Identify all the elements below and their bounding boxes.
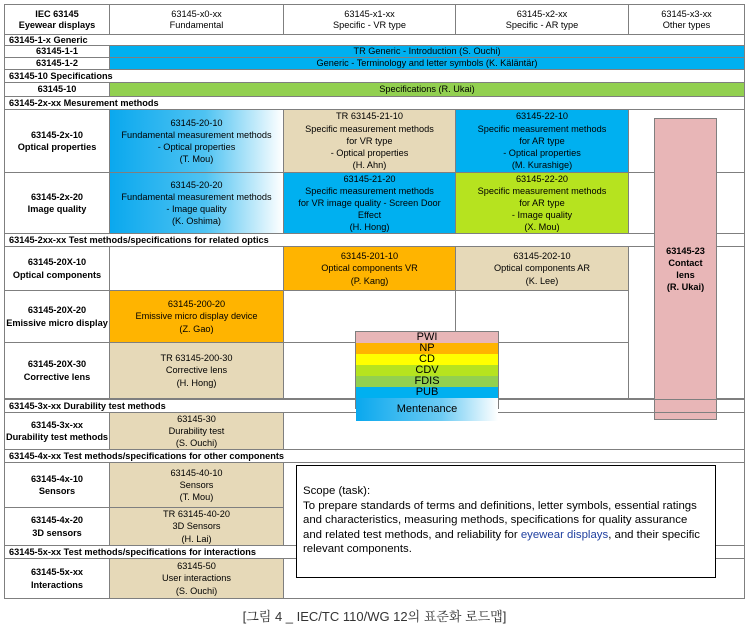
cell-line: Durability test [168, 425, 225, 436]
cell-line: for AR type [519, 197, 565, 208]
cell-63145-20-10 [109, 109, 284, 173]
cell-63145-201-10 [283, 246, 456, 291]
header-line: Specific - VR type [332, 19, 406, 30]
cell-line: 63145-202-10 [513, 251, 571, 262]
cell-line: 63145-22-10 [515, 111, 569, 122]
legend-cdv: CDV [356, 365, 498, 376]
scope-title: Scope (task): [303, 485, 371, 497]
cell-line: (S. Ouchi) [175, 585, 218, 596]
cell-line: (H. Lai) [181, 533, 212, 544]
section-other-components: 63145-4x-xx Test methods/specifications for other components [4, 449, 745, 463]
cell-line: Optical components AR [493, 263, 590, 274]
section-specifications: 63145-10 Specifications [4, 69, 745, 83]
cell-63145-23-contact-lens [654, 118, 717, 420]
cell-tr-63145-40-20 [109, 507, 284, 546]
legend-pub: PUB [356, 387, 498, 398]
cell-line: - Optical properties [330, 148, 409, 159]
cell-63145-40-10 [109, 462, 284, 508]
cell-line: User interactions [162, 573, 231, 584]
row-label-63145-10: 63145-10 [4, 82, 110, 97]
header-other-types [628, 4, 745, 35]
cell-line: lens [676, 270, 695, 280]
cell-line: (S. Ouchi) [175, 438, 218, 449]
label-line: Emissive micro display [6, 317, 108, 328]
header-line: Other types [662, 19, 711, 30]
cell-empty-fund-optical-components [109, 246, 284, 291]
cell-63145-202-10 [455, 246, 629, 291]
header-line: Fundamental [169, 19, 224, 30]
cell-line: (H. Ahn) [352, 160, 387, 171]
cell-line: for AR type [519, 135, 565, 146]
cell-63145-21-20 [283, 172, 456, 234]
cell-line: (T. Mou) [179, 154, 214, 165]
legend-fdis: FDIS [356, 376, 498, 387]
header-line: 63145-x1-xx [344, 8, 395, 19]
cell-line: (K. Oshima) [171, 216, 221, 227]
figure-caption: [그림 4 _ IEC/TC 110/WG 12의 표준화 로드맵] [242, 609, 507, 624]
cell-line: Effect [357, 210, 382, 221]
cell-line: (Z. Gao) [179, 323, 214, 334]
label-line: Image quality [27, 204, 87, 214]
cell-line: (X. Mou) [524, 222, 560, 233]
row-label-3d-sensors [4, 507, 110, 546]
scope-text [303, 499, 709, 557]
row-label-sensors [4, 462, 110, 508]
legend-maintenance: Mentenance [356, 398, 498, 421]
label-line: 63145-20X-30 [27, 359, 87, 370]
cell-line: TR 63145-40-20 [163, 509, 230, 520]
header-line: Eyewear displays [18, 19, 96, 30]
label-line: 63145-20X-20 [27, 305, 87, 316]
cell-tr-63145-200-30 [109, 342, 284, 399]
legend-cd: CD [356, 354, 498, 365]
cell-line: 63145-201-10 [340, 251, 399, 262]
header-line: 63145-x2-xx [516, 8, 568, 19]
cell-line: 63145-20-20 [170, 179, 223, 190]
label-line: Corrective lens [23, 371, 91, 382]
cell-63145-22-10 [455, 109, 629, 173]
label-line: 63145-4x-10 [30, 473, 84, 484]
cell-tr-generic-introduction: TR Generic - Introduction (S. Ouchi) [109, 45, 745, 58]
label-line: Interactions [30, 579, 84, 590]
cell-line: - Image quality [511, 210, 573, 221]
cell-line: (M. Kurashige) [511, 160, 573, 171]
cell-line: for VR image quality - Screen Door [298, 197, 441, 208]
cell-empty-durability [283, 412, 745, 450]
scope-text-before: To prepare standards of terms and definitions, letter symbols, essential ratings and characteristics, measuring methods, specifications for quality assurance and related test methods, and reliability for [303, 499, 697, 541]
row-label-optical-properties [4, 109, 110, 173]
header-line: IEC 63145 [35, 8, 79, 19]
cell-63145-20-20 [109, 172, 284, 234]
cell-63145-200-20 [109, 290, 284, 343]
scope-highlight: eyewear displays [520, 528, 609, 541]
label-line: 63145-5x-xx [30, 567, 84, 578]
cell-line: (P. Kang) [350, 275, 389, 286]
cell-line: 63145-21-20 [343, 173, 396, 184]
label-line: Sensors [38, 486, 76, 496]
label-line: 63145-3x-xx [30, 419, 84, 430]
cell-line: 63145-30 [177, 413, 216, 424]
cell-line: 63145-50 [177, 561, 216, 572]
legend-pwi: PWI [356, 332, 498, 343]
cell-63145-30 [109, 412, 284, 450]
header-vr-type [283, 4, 456, 35]
cell-line: (H. Hong) [176, 377, 217, 388]
cell-line: Corrective lens [165, 365, 228, 376]
label-line: 63145-2x-10 [30, 129, 84, 140]
cell-line: Specific measurement methods [305, 123, 434, 134]
section-measurement-methods: 63145-2x-xx Mesurement methods [4, 96, 745, 110]
row-label-optical-components [4, 246, 110, 291]
cell-line: - Image quality [166, 204, 227, 214]
header-line: 63145-x3-xx [661, 8, 712, 19]
section-generic: 63145-1-x Generic [4, 34, 745, 46]
cell-line: 63145-200-20 [167, 299, 226, 310]
cell-line: Fundamental measurement methods [121, 191, 272, 202]
header-iec-63145 [4, 4, 110, 35]
header-line: 63145-x0-xx [171, 8, 222, 19]
label-line: 3D sensors [32, 527, 82, 538]
cell-line: 3D Sensors [172, 521, 221, 532]
cell-line: 63145-40-10 [170, 467, 223, 478]
cell-line: - Optical properties [503, 148, 581, 159]
label-line: Optical components [12, 269, 102, 280]
row-label-image-quality [4, 172, 110, 234]
section-related-optics: 63145-2xx-xx Test methods/specifications for related optics [4, 233, 745, 247]
cell-line: TR 63145-200-30 [160, 353, 233, 364]
cell-line: Specific measurement methods [477, 123, 607, 134]
cell-line: Fundamental measurement methods [121, 129, 272, 140]
cell-line: - Optical properties [157, 142, 236, 152]
legend [355, 331, 499, 415]
cell-63145-22-20 [455, 172, 629, 234]
cell-line: TR 63145-21-10 [336, 111, 403, 122]
cell-line: Specific measurement methods [305, 185, 434, 196]
row-label-63145-1-1: 63145-1-1 [4, 45, 110, 58]
cell-line: (T. Mou) [179, 492, 214, 503]
label-line: 63145-20X-10 [27, 257, 87, 268]
legend-np: NP [356, 343, 498, 354]
cell-line: Sensors [179, 479, 214, 490]
label-line: Durability test methods [5, 432, 109, 442]
scope-text-after: , and their specific relevant components. [303, 528, 700, 556]
cell-line: (H. Hong) [349, 222, 390, 233]
header-line: Specific - AR type [505, 19, 579, 30]
row-label-63145-1-2: 63145-1-2 [4, 57, 110, 70]
cell-line: 63145-20-10 [170, 117, 223, 128]
cell-line: Contact [668, 257, 703, 268]
cell-line: (R. Ukai) [666, 282, 705, 293]
label-line: 63145-2x-20 [30, 191, 84, 202]
cell-line: for VR type [346, 135, 393, 146]
cell-63145-50 [109, 558, 284, 599]
cell-specifications: Specifications (R. Ukai) [109, 82, 745, 97]
row-label-corrective-lens [4, 342, 110, 399]
scope-box [296, 465, 716, 578]
cell-line: (K. Lee) [525, 275, 559, 286]
section-durability: 63145-3x-xx Durability test methods [4, 399, 745, 413]
section-interactions: 63145-5x-xx Test methods/specifications for interactions [4, 545, 745, 559]
header-ar-type [455, 4, 629, 35]
label-line: 63145-4x-20 [30, 515, 84, 526]
cell-line: 63145-23 [666, 245, 705, 256]
cell-line: Emissive micro display device [135, 311, 258, 322]
cell-line: 63145-22-20 [515, 173, 569, 184]
cell-line: Optical components VR [321, 263, 418, 274]
label-line: Optical properties [17, 142, 97, 152]
cell-generic-terminology: Generic - Terminology and letter symbols (K. Käläntär) [109, 57, 745, 70]
cell-tr-63145-21-10 [283, 109, 456, 173]
cell-line: Specific measurement methods [477, 185, 607, 196]
row-label-emissive-micro-display [4, 290, 110, 343]
row-label-interactions [4, 558, 110, 599]
row-label-durability [4, 412, 110, 450]
header-fundamental [109, 4, 284, 35]
